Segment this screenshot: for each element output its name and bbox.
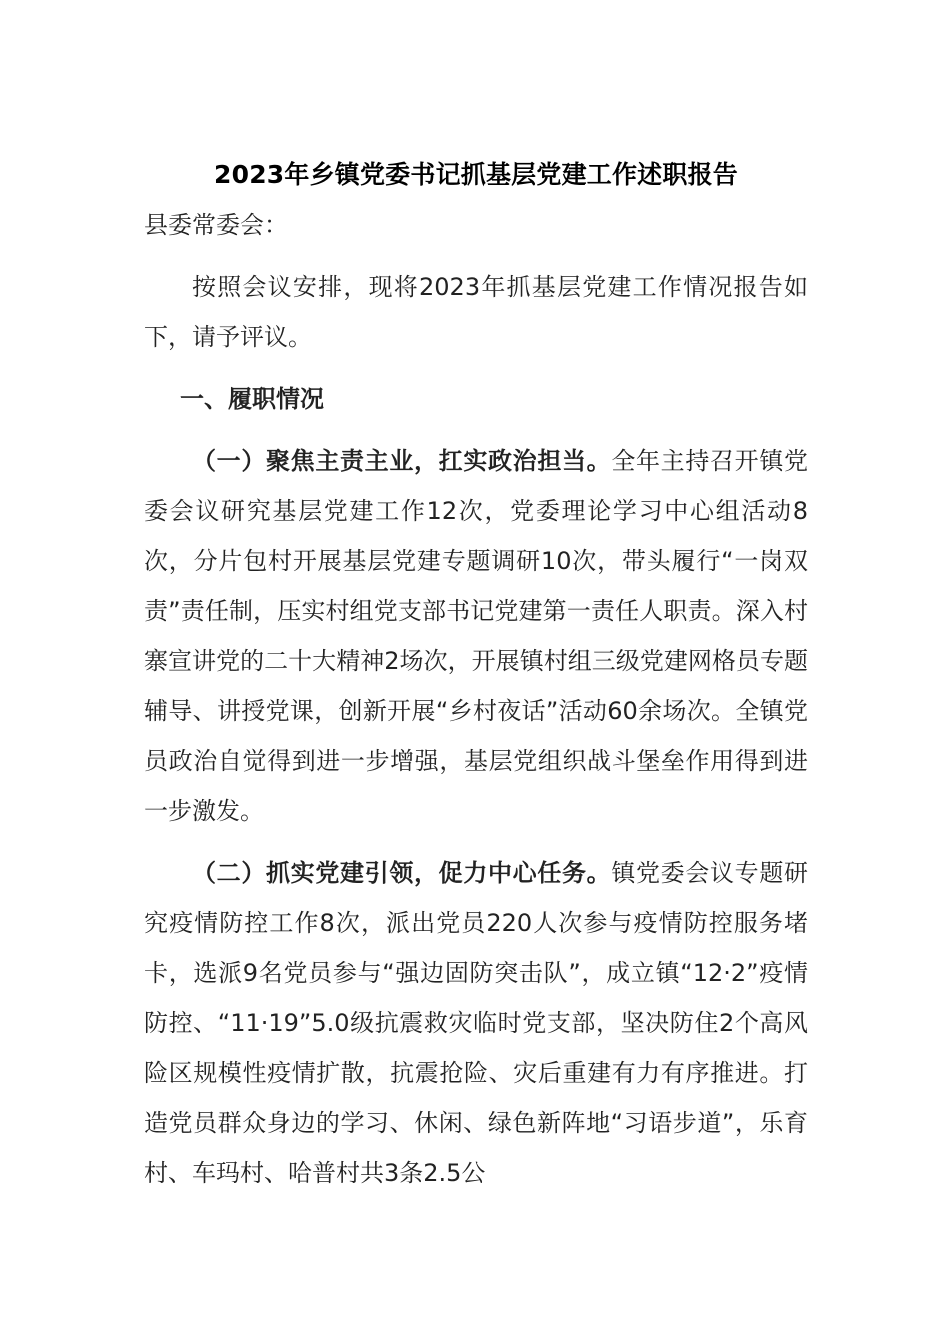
item-2-paragraph — [144, 848, 808, 1198]
document-page — [144, 150, 808, 1198]
item-1-lead: （一）聚焦主责主业，扛实政治担当。 — [192, 447, 612, 475]
item-2-body: 镇党委会议专题研究疫情防控工作8次，派出党员220人次参与疫情防控服务堵卡，选派9名党员参与“强边固防突击队”，成立镇“12·2”疫情防控、“11·19”5.0级抗震救灾临时党支部，坚决防住2个高风险区规模性疫情扩散，抗震抢险、灾后重建有力有序推进。打造党员群众身边的学习、休闲、绿色新阵地“习语步道”，乐育村、车玛村、哈普村共3条2.5公 — [144, 859, 809, 1187]
item-1-paragraph — [144, 436, 808, 836]
section-heading: 一、履职情况 — [180, 385, 324, 413]
spacer — [144, 424, 808, 436]
intro-paragraph: 按照会议安排，现将2023年抓基层党建工作情况报告如下，请予评议。 — [144, 273, 808, 351]
spacer — [144, 836, 808, 848]
item-2-lead: （二）抓实党建引领，促力中心任务。 — [192, 859, 612, 887]
document-title: 2023年乡镇党委书记抓基层党建工作述职报告 — [214, 160, 738, 189]
spacer — [144, 362, 808, 374]
spacer — [144, 250, 808, 262]
salutation: 县委常委会： — [144, 211, 288, 239]
item-1-body: 全年主持召开镇党委会议研究基层党建工作12次，党委理论学习中心组活动8次，分片包村开展基层党建专题调研10次，带头履行“一岗双责”责任制，压实村组党支部书记党建第一责任人职责。深入村寨宣讲党的二十大精神2场次，开展镇村组三级党建网格员专题辅导、讲授党课，创新开展“乡村夜话”活动60余场次。全镇党员政治自觉得到进一步增强，基层党组织战斗堡垒作用得到进一步激发。 — [144, 447, 809, 825]
